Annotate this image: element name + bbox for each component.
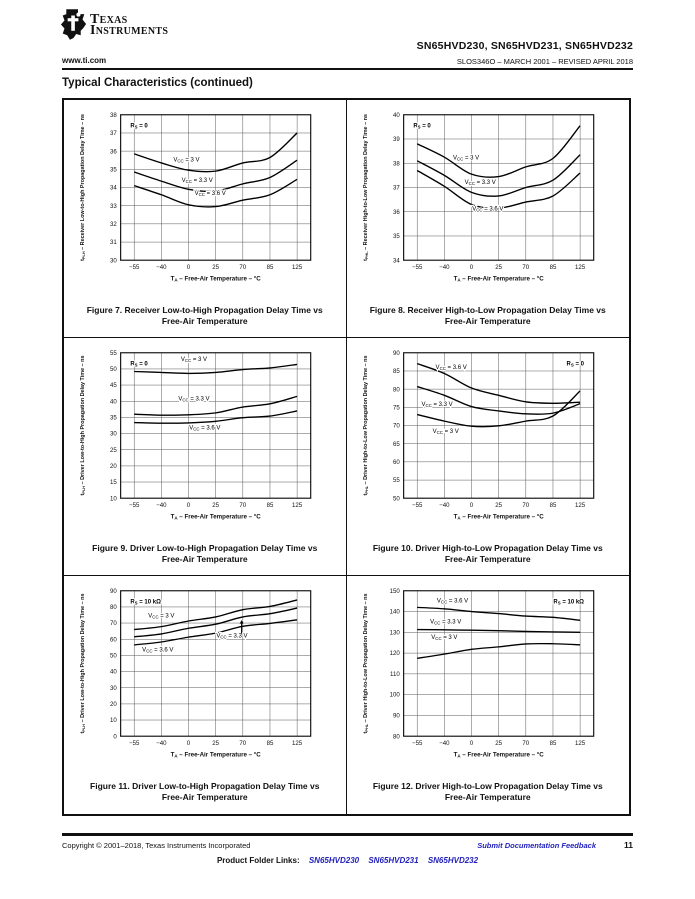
svg-text:25: 25 <box>109 446 117 454</box>
svg-text:25: 25 <box>212 739 219 747</box>
svg-text:37: 37 <box>392 184 400 192</box>
figure-11-chart <box>74 583 336 775</box>
svg-text:140: 140 <box>389 608 400 616</box>
figure-8-chart <box>357 107 619 299</box>
svg-text:VCC = 3.3 V: VCC = 3.3 V <box>178 396 210 403</box>
svg-text:VCC = 3.6 V: VCC = 3.6 V <box>188 425 221 432</box>
svg-text:−55: −55 <box>128 263 140 271</box>
chart-svg <box>74 583 336 775</box>
svg-text:tPHL – Driver High-to-Low Prop: tPHL – Driver High-to-Low Propagation Delay Time – ns <box>362 593 369 734</box>
svg-text:70: 70 <box>239 263 246 271</box>
svg-text:85: 85 <box>549 501 557 509</box>
figure-7-caption <box>87 305 323 328</box>
svg-text:VCC = 3.3 V: VCC = 3.3 V <box>421 401 453 408</box>
svg-text:0: 0 <box>113 733 117 741</box>
svg-text:25: 25 <box>495 501 502 509</box>
figure-10-caption <box>373 543 603 566</box>
svg-text:70: 70 <box>522 263 529 271</box>
svg-text:−40: −40 <box>155 263 167 271</box>
svg-text:60: 60 <box>109 636 117 644</box>
header-rule <box>62 68 633 70</box>
svg-text:VCC = 3.3 V: VCC = 3.3 V <box>429 619 462 626</box>
svg-text:70: 70 <box>522 501 529 509</box>
svg-text:60: 60 <box>392 458 400 466</box>
figure-11-caption-line2: Free-Air Temperature <box>161 792 248 803</box>
figure-8-caption-line2: Free-Air Temperature <box>444 316 531 327</box>
svg-text:TA – Free-Air Temperature – °C: TA – Free-Air Temperature – °C <box>170 513 261 521</box>
svg-text:VCC = 3.6 V: VCC = 3.6 V <box>435 364 467 371</box>
svg-text:0: 0 <box>469 739 473 747</box>
svg-text:RS = 0: RS = 0 <box>130 123 148 130</box>
svg-text:tPHL – Driver High-to-Low Prop: tPHL – Driver High-to-Low Propagation Delay Time – ns <box>362 355 369 496</box>
svg-text:65: 65 <box>392 440 400 448</box>
svg-text:85: 85 <box>266 739 274 747</box>
svg-text:20: 20 <box>109 701 117 709</box>
svg-text:75: 75 <box>392 404 400 412</box>
svg-text:VCC = 3.6 V: VCC = 3.6 V <box>141 647 174 654</box>
doc-info: SLOS346O – MARCH 2001 – REVISED APRIL 2018 <box>456 57 633 66</box>
product-folder-links <box>0 856 695 865</box>
svg-text:38: 38 <box>392 160 400 168</box>
figure-9-caption-line1: Figure 9. Driver Low-to-High Propagation Delay Time vs <box>92 543 318 553</box>
svg-text:tPHL – Receiver High-to-Low Pr: tPHL – Receiver High-to-Low Propagation Delay Time – ns <box>362 114 369 261</box>
copyright-text: Copyright © 2001–2018, Texas Instruments Incorporated <box>62 841 251 850</box>
chart-svg <box>357 583 619 775</box>
svg-text:90: 90 <box>392 349 400 357</box>
svg-text:10: 10 <box>109 495 117 503</box>
figure-12-caption-line1: Figure 12. Driver High-to-Low Propagation Delay Time vs <box>372 781 603 791</box>
svg-text:125: 125 <box>291 263 302 271</box>
svg-text:55: 55 <box>109 349 117 357</box>
figure-10-caption-line2: Free-Air Temperature <box>444 554 531 565</box>
svg-text:15: 15 <box>109 479 117 487</box>
figures-grid <box>62 98 631 816</box>
svg-text:50: 50 <box>109 366 117 374</box>
svg-text:RS = 0: RS = 0 <box>130 361 148 368</box>
svg-text:VCC = 3.6 V: VCC = 3.6 V <box>436 598 468 605</box>
product-link-sn65hvd231[interactable]: SN65HVD231 <box>368 856 419 865</box>
svg-text:−40: −40 <box>438 739 450 747</box>
svg-text:25: 25 <box>495 739 502 747</box>
svg-text:RS = 10 kΩ: RS = 10 kΩ <box>553 599 584 606</box>
svg-text:30: 30 <box>109 430 117 438</box>
svg-text:VCC = 3.3 V: VCC = 3.3 V <box>464 179 496 186</box>
svg-text:TA – Free-Air Temperature – °C: TA – Free-Air Temperature – °C <box>170 751 261 759</box>
svg-text:RS = 10 kΩ: RS = 10 kΩ <box>130 599 161 606</box>
svg-text:125: 125 <box>291 501 302 509</box>
svg-text:120: 120 <box>389 650 400 658</box>
svg-text:RS = 0: RS = 0 <box>566 361 584 368</box>
svg-text:−55: −55 <box>411 501 423 509</box>
figure-9-caption-line2: Free-Air Temperature <box>161 554 248 565</box>
svg-text:110: 110 <box>389 670 400 678</box>
svg-text:−55: −55 <box>411 739 423 747</box>
svg-text:TA – Free-Air Temperature – °C: TA – Free-Air Temperature – °C <box>453 275 544 283</box>
page-number: 11 <box>624 840 633 850</box>
svg-text:31: 31 <box>109 239 117 247</box>
svg-text:VCC = 3 V: VCC = 3 V <box>431 634 458 641</box>
svg-text:TA – Free-Air Temperature – °C: TA – Free-Air Temperature – °C <box>170 275 261 283</box>
figure-10-chart <box>357 345 619 537</box>
svg-text:85: 85 <box>549 739 557 747</box>
svg-text:80: 80 <box>392 733 400 741</box>
svg-text:70: 70 <box>522 739 529 747</box>
figure-9-caption <box>92 543 317 566</box>
svg-text:VCC = 3 V: VCC = 3 V <box>180 356 207 363</box>
svg-text:RS = 0: RS = 0 <box>413 123 431 130</box>
svg-text:0: 0 <box>186 501 190 509</box>
figure-10-caption-line1: Figure 10. Driver High-to-Low Propagation Delay Time vs <box>372 543 603 553</box>
figure-8-caption <box>370 305 606 328</box>
svg-text:85: 85 <box>266 501 274 509</box>
figure-8-cell <box>347 100 630 338</box>
brand-line1: Texas <box>90 12 128 27</box>
svg-text:35: 35 <box>392 233 400 241</box>
svg-text:32: 32 <box>109 220 117 228</box>
svg-text:70: 70 <box>109 620 117 628</box>
figure-7-caption-line1: Figure 7. Receiver Low-to-High Propagation Delay Time vs <box>86 305 323 315</box>
product-links-label: Product Folder Links: <box>216 856 300 865</box>
svg-text:70: 70 <box>392 422 400 430</box>
svg-text:85: 85 <box>549 263 557 271</box>
brand-line2: Instruments <box>90 23 169 38</box>
figure-11-caption-line1: Figure 11. Driver Low-to-High Propagation Delay Time vs <box>90 781 320 791</box>
svg-text:85: 85 <box>392 368 400 376</box>
svg-text:34: 34 <box>392 257 400 265</box>
svg-text:VCC = 3 V: VCC = 3 V <box>452 155 479 162</box>
svg-text:25: 25 <box>495 263 502 271</box>
figure-12-cell <box>347 576 630 814</box>
chart-svg <box>74 345 336 537</box>
svg-text:−55: −55 <box>128 739 140 747</box>
svg-text:30: 30 <box>109 257 117 265</box>
svg-text:VCC = 3 V: VCC = 3 V <box>148 613 175 620</box>
svg-text:−40: −40 <box>438 501 450 509</box>
svg-text:125: 125 <box>291 739 302 747</box>
ti-brand <box>60 8 168 41</box>
svg-text:0: 0 <box>469 501 473 509</box>
svg-text:20: 20 <box>109 463 117 471</box>
svg-text:VCC = 3.3 V: VCC = 3.3 V <box>216 633 248 640</box>
svg-text:70: 70 <box>239 501 246 509</box>
brand-wordmark <box>90 14 168 36</box>
svg-text:45: 45 <box>109 382 117 390</box>
svg-text:50: 50 <box>109 652 117 660</box>
figure-11-caption <box>90 781 319 804</box>
svg-text:VCC = 3.3 V: VCC = 3.3 V <box>181 178 213 185</box>
svg-text:tPLH – Driver Low-to-High Prop: tPLH – Driver Low-to-High Propagation Delay Time – ns <box>79 593 86 734</box>
svg-text:125: 125 <box>574 501 585 509</box>
svg-text:−55: −55 <box>411 263 423 271</box>
chart-svg <box>357 107 619 299</box>
section-title: Typical Characteristics (continued) <box>62 77 253 89</box>
svg-text:40: 40 <box>109 398 117 406</box>
chart-svg <box>357 345 619 537</box>
svg-text:25: 25 <box>212 263 219 271</box>
svg-text:37: 37 <box>109 130 117 138</box>
svg-text:80: 80 <box>392 386 400 394</box>
svg-text:125: 125 <box>574 739 585 747</box>
svg-text:33: 33 <box>109 202 117 210</box>
svg-text:VCC = 3 V: VCC = 3 V <box>432 429 459 436</box>
svg-text:80: 80 <box>109 604 117 612</box>
svg-text:−40: −40 <box>438 263 450 271</box>
svg-text:40: 40 <box>392 111 400 119</box>
figure-9-cell <box>64 338 347 576</box>
svg-text:125: 125 <box>574 263 585 271</box>
chart-svg <box>74 107 336 299</box>
figure-12-caption <box>373 781 603 804</box>
svg-text:55: 55 <box>392 477 400 485</box>
svg-text:35: 35 <box>109 166 117 174</box>
svg-text:34: 34 <box>109 184 117 192</box>
svg-text:90: 90 <box>109 587 117 595</box>
svg-text:TA – Free-Air Temperature – °C: TA – Free-Air Temperature – °C <box>453 751 544 759</box>
svg-text:0: 0 <box>186 263 190 271</box>
figure-7-chart <box>74 107 336 299</box>
svg-text:130: 130 <box>389 629 400 637</box>
part-numbers: SN65HVD230, SN65HVD231, SN65HVD232 <box>416 40 633 52</box>
svg-text:−40: −40 <box>155 739 167 747</box>
svg-text:36: 36 <box>392 208 400 216</box>
svg-text:−55: −55 <box>128 501 140 509</box>
svg-text:0: 0 <box>186 739 190 747</box>
figure-7-cell <box>64 100 347 338</box>
svg-text:tPLH – Receiver Low-to-High Pr: tPLH – Receiver Low-to-High Propagation Delay Time – ns <box>79 114 86 261</box>
svg-text:−40: −40 <box>155 501 167 509</box>
product-link-sn65hvd230[interactable]: SN65HVD230 <box>308 856 360 865</box>
svg-text:150: 150 <box>389 587 400 595</box>
svg-text:36: 36 <box>109 148 117 156</box>
svg-text:10: 10 <box>109 717 117 725</box>
website-link[interactable]: www.ti.com <box>62 56 107 65</box>
svg-text:VCC = 3.6 V: VCC = 3.6 V <box>194 190 226 197</box>
svg-text:90: 90 <box>392 712 400 720</box>
figure-12-caption-line2: Free-Air Temperature <box>444 792 531 803</box>
svg-text:40: 40 <box>109 668 117 676</box>
figure-7-caption-line2: Free-Air Temperature <box>161 316 248 327</box>
svg-text:30: 30 <box>109 684 117 692</box>
figure-10-cell <box>347 338 630 576</box>
svg-text:25: 25 <box>212 501 219 509</box>
product-link-sn65hvd232[interactable]: SN65HVD232 <box>427 856 479 865</box>
ti-logo-icon <box>60 8 87 41</box>
svg-text:TA – Free-Air Temperature – °C: TA – Free-Air Temperature – °C <box>453 513 544 521</box>
svg-text:100: 100 <box>389 691 400 699</box>
svg-text:VCC = 3.6 V: VCC = 3.6 V <box>471 206 504 213</box>
svg-text:39: 39 <box>392 136 400 144</box>
page-footer <box>62 840 633 850</box>
svg-text:0: 0 <box>469 263 473 271</box>
svg-text:tPLH – Driver Low-to-High Prop: tPLH – Driver Low-to-High Propagation Delay Time – ns <box>79 355 86 496</box>
svg-text:38: 38 <box>109 111 117 119</box>
svg-text:85: 85 <box>266 263 274 271</box>
figure-8-caption-line1: Figure 8. Receiver High-to-Low Propagation Delay Time vs <box>369 305 606 315</box>
feedback-link[interactable]: Submit Documentation Feedback <box>477 841 596 850</box>
figure-12-chart <box>357 583 619 775</box>
svg-text:70: 70 <box>239 739 246 747</box>
svg-text:VCC = 3 V: VCC = 3 V <box>173 157 200 164</box>
svg-text:50: 50 <box>392 495 400 503</box>
figure-9-chart <box>74 345 336 537</box>
figure-11-cell <box>64 576 347 814</box>
footer-rule <box>62 833 633 836</box>
svg-text:35: 35 <box>109 414 117 422</box>
